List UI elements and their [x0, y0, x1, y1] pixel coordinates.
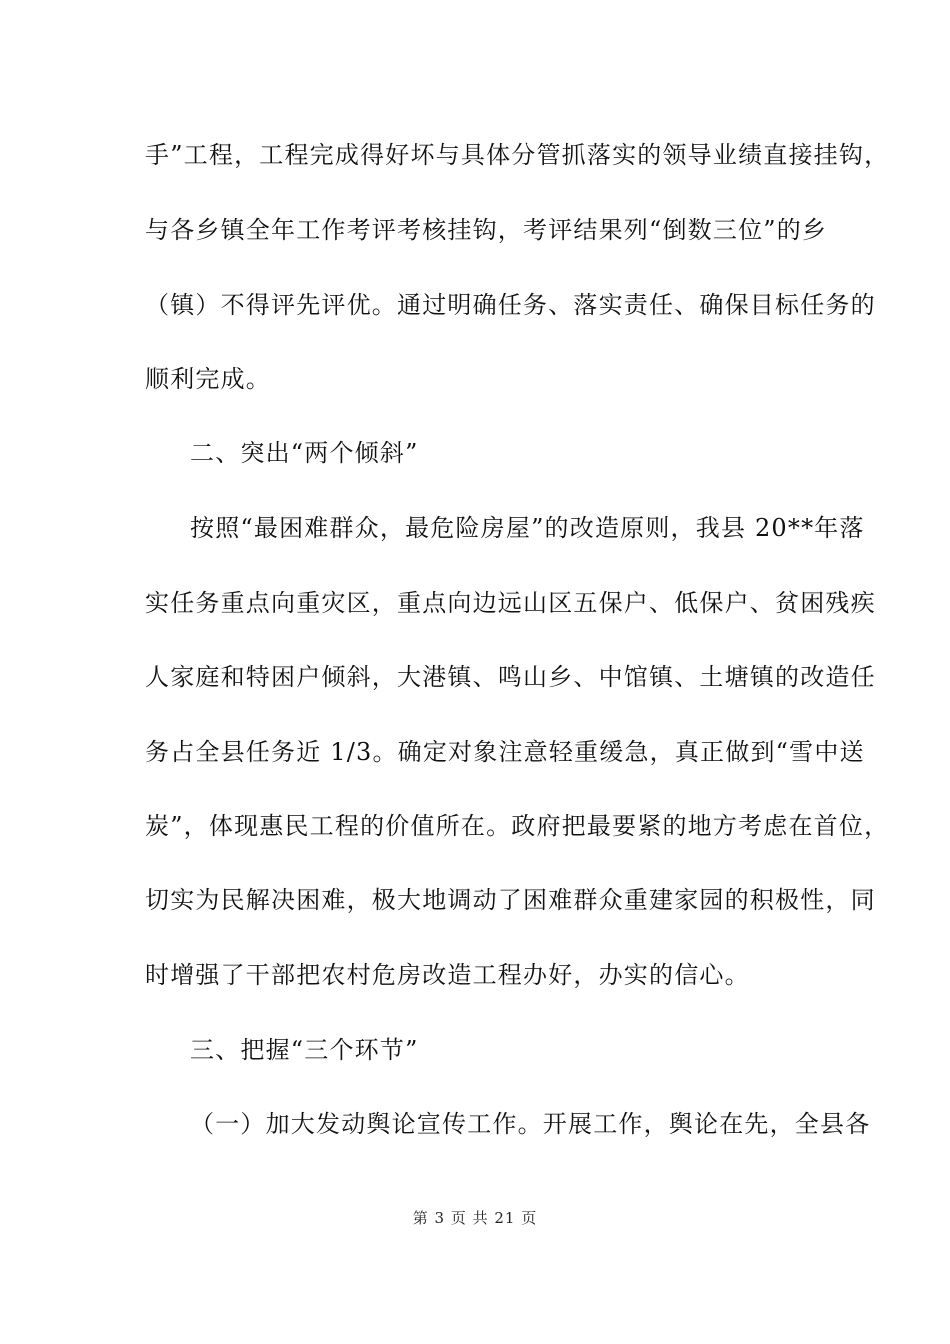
text-line: 切实为民解决困难，极大地调动了困难群众重建家园的积极性，同 — [145, 886, 876, 914]
text-line: 炭”，体现惠民工程的价值所在。政府把最要紧的地方考虑在首位， — [145, 812, 890, 840]
text-line: 与各乡镇全年工作考评考核挂钩，考评结果列“倒数三位”的乡 — [145, 216, 828, 244]
section-heading: 二、突出“两个倾斜” — [190, 439, 419, 467]
text-line: 务占全县任务近 1/3。确定对象注意轻重缓急，真正做到“雪中送 — [145, 738, 865, 766]
section-heading: 三、把握“三个环节” — [190, 1036, 419, 1064]
text-line: 顺利完成。 — [145, 365, 271, 393]
text-line: 实任务重点向重灾区，重点向边远山区五保户、低保户、贫困残疾 — [145, 589, 876, 617]
text-line: 时增强了干部把农村危房改造工程办好，办实的信心。 — [145, 961, 750, 989]
text-line: 人家庭和特困户倾斜，大港镇、鸣山乡、中馆镇、土塘镇的改造任 — [145, 663, 876, 691]
text-line: 手”工程，工程完成得好坏与具体分管抓落实的领导业绩直接挂钩， — [145, 141, 890, 169]
page-number-footer: 第 3 页 共 21 页 — [412, 1209, 538, 1227]
text-line: 按照“最困难群众，最危险房屋”的改造原则，我县 20**年落 — [190, 514, 865, 542]
text-line: （一）加大发动舆论宣传工作。开展工作，舆论在先，全县各 — [190, 1110, 871, 1138]
text-line: （镇）不得评先评优。通过明确任务、落实责任、确保目标任务的 — [145, 291, 876, 319]
